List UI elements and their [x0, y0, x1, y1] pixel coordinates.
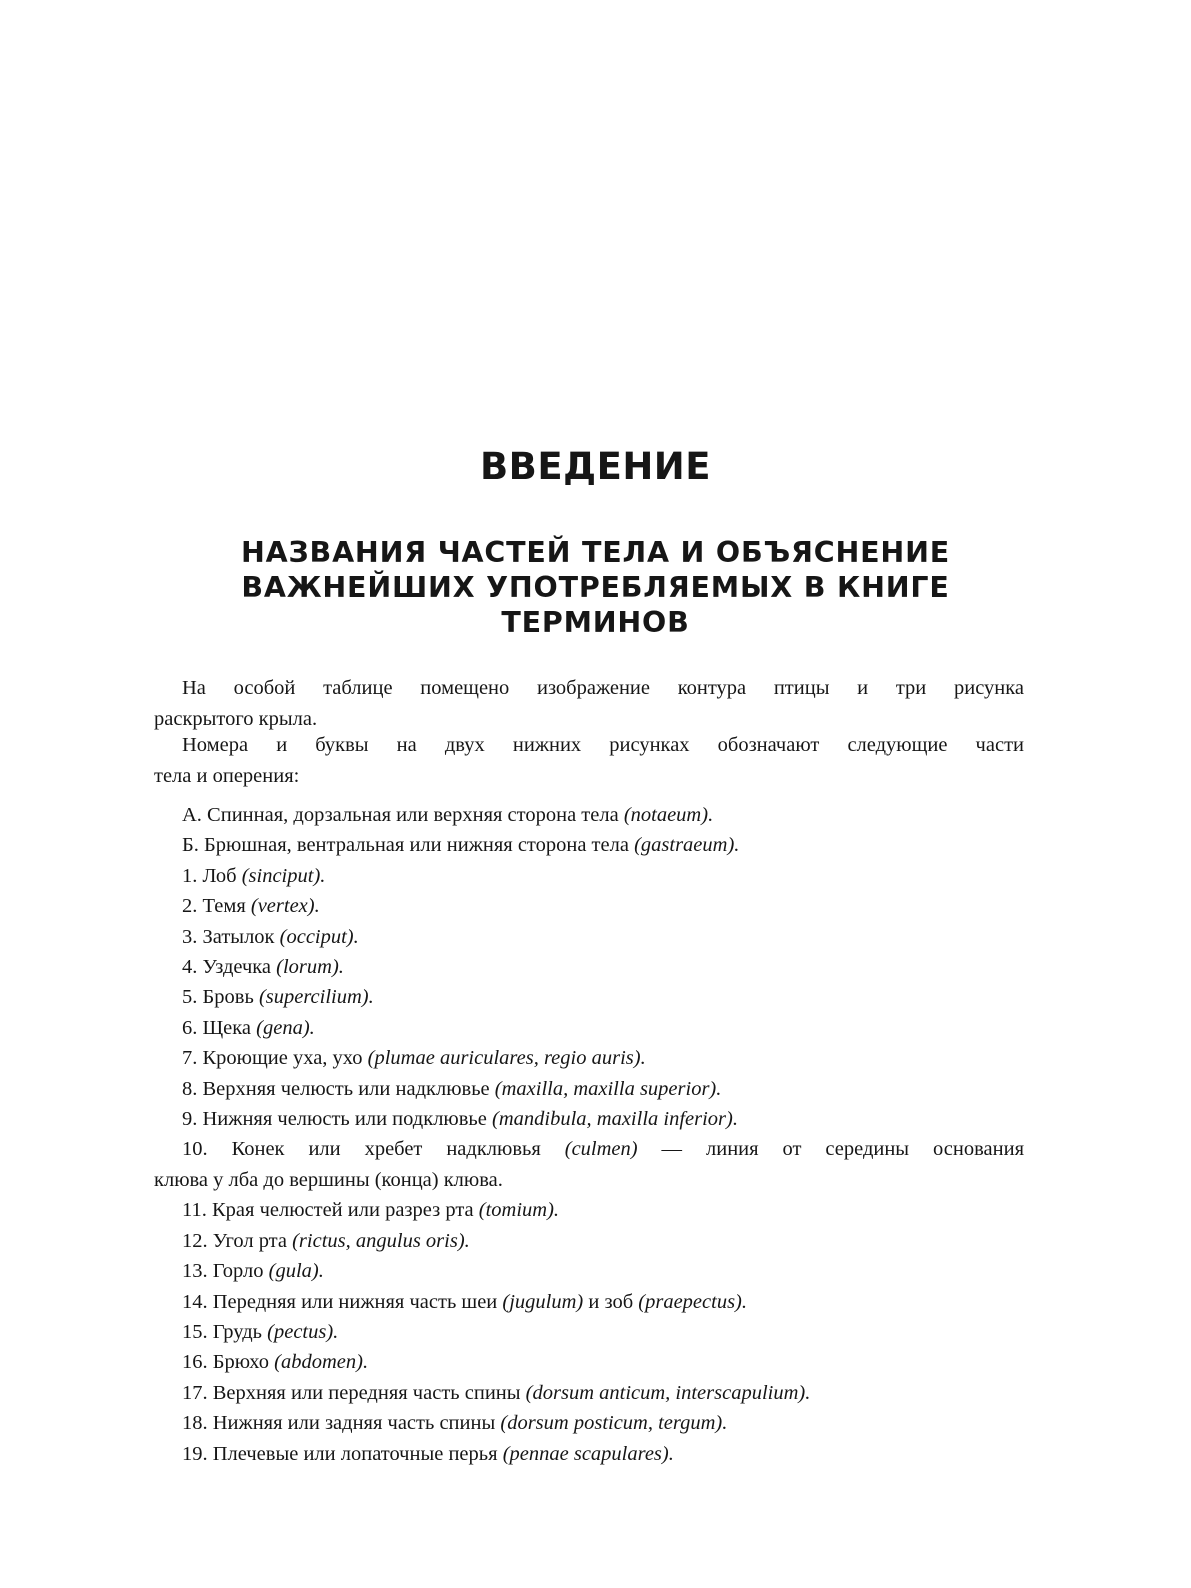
section-subtitle — [150, 535, 1041, 640]
paragraph-line: тела и оперения: — [154, 765, 300, 787]
item-line: 10. Конек или хребет надклювья (culmen) — линия от середины основания — [182, 1138, 1024, 1161]
page-title: ВВЕДЕНИЕ — [479, 445, 712, 488]
list-item: 11. Края челюстей или разрез рта (tomium). — [182, 1199, 560, 1222]
list-item: 1. Лоб (sinciput). — [182, 864, 326, 887]
list-item: А. Спинная, дорзальная или верхняя сторона тела (notaeum). — [182, 804, 714, 826]
paragraph-line: На особой таблице помещено изображение контура птицы и три рисунка — [182, 677, 1024, 699]
list-item: 15. Грудь (pectus). — [182, 1320, 339, 1343]
list-item: 9. Нижняя челюсть или подклювье (mandibula, maxilla inferior). — [182, 1108, 738, 1131]
list-item: 5. Бровь (supercilium). — [182, 986, 374, 1009]
list-item: 12. Угол рта (rictus, angulus oris). — [182, 1229, 470, 1252]
list-item: 6. Щека (gena). — [182, 1016, 315, 1039]
list-item: 8. Верхняя челюсть или надклювье (maxilla, maxilla superior). — [182, 1077, 722, 1100]
subtitle-line: НАЗВАНИЯ ЧАСТЕЙ ТЕЛА И ОБЪЯСНЕНИЕ — [240, 536, 950, 569]
list-item: 3. Затылок (occiput). — [182, 925, 359, 948]
list-item: Б. Брюшная, вентральная или нижняя сторона тела (gastraeum). — [182, 834, 740, 857]
list-item: 7. Кроющие уха, ухо (plumae auriculares, regio auris). — [182, 1047, 646, 1070]
subtitle-line: ВАЖНЕЙШИХ УПОТРЕБЛЯЕМЫХ В КНИГЕ — [241, 571, 950, 604]
list-item: 4. Уздечка (lorum). — [182, 956, 344, 979]
list-item: 17. Верхняя или передняя часть спины (dorsum anticum, interscapulium). — [182, 1381, 811, 1404]
paragraph-line: раскрытого крыла. — [154, 708, 318, 730]
list-item: 14. Передняя или нижняя часть шеи (jugulum) и зоб (praepectus). — [182, 1290, 748, 1313]
list-item: 18. Нижняя или задняя часть спины (dorsum posticum, tergum). — [182, 1412, 728, 1435]
intro-paragraph-2 — [154, 730, 1024, 792]
list-item: 2. Темя (vertex). — [182, 895, 320, 918]
list-item: 19. Плечевые или лопаточные перья (pennae scapulares). — [182, 1442, 674, 1465]
subtitle-line: ТЕРМИНОВ — [501, 606, 690, 639]
list-item: 13. Горло (gula). — [182, 1260, 324, 1283]
paragraph-line: Номера и буквы на двух нижних рисунках обозначают следующие части — [182, 734, 1024, 756]
list-item: 16. Брюхо (abdomen). — [182, 1351, 369, 1374]
body-parts-list — [154, 800, 1024, 1469]
list-item — [154, 1134, 1024, 1195]
item-line: клюва у лба до вершины (конца) клюва. — [154, 1168, 503, 1191]
intro-paragraph-1 — [154, 673, 1024, 735]
